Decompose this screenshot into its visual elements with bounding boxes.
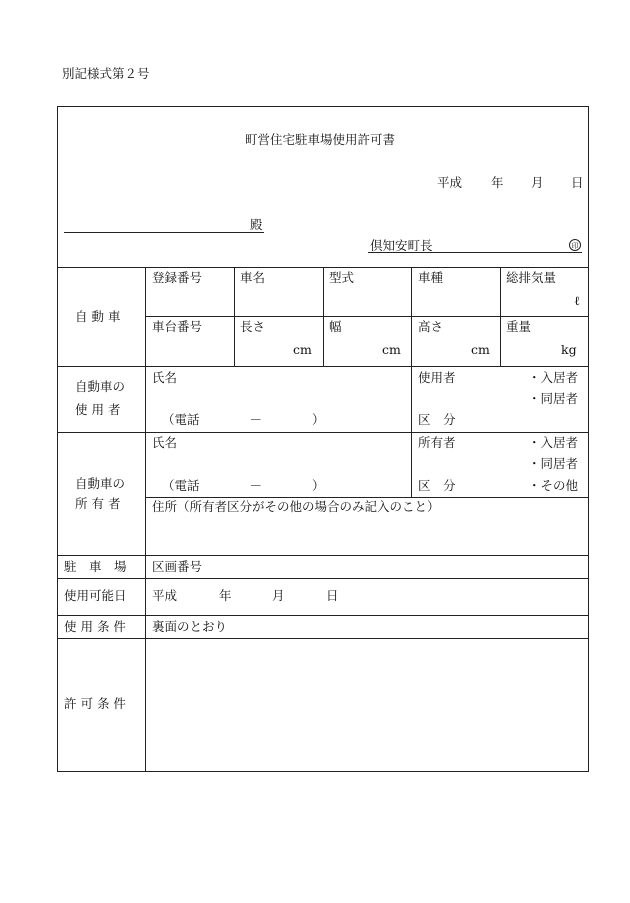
owner-option-cohabitant: ・同居者 (528, 456, 579, 471)
user-category-label1: 使用者 (418, 370, 456, 385)
weight-label: 重量 (506, 319, 532, 334)
permit-form-frame (57, 106, 589, 772)
owner-option-other: ・その他 (528, 478, 579, 493)
parking-section-number-label: 区画番号 (152, 559, 203, 574)
grid-line (411, 267, 412, 497)
height-label: 高さ (418, 319, 444, 334)
issuer: 倶知安町長 (370, 238, 433, 253)
user-section-label-line2: 使 用 者 (75, 402, 121, 417)
owner-phone: （電話 － ） (162, 478, 325, 493)
date-month: 月 (531, 175, 544, 190)
grid-line (145, 497, 589, 498)
user-name-label: 氏名 (152, 370, 178, 385)
grid-line (234, 267, 235, 366)
car-name-label: 車名 (240, 270, 266, 285)
start-date-day: 日 (326, 588, 339, 603)
height-unit: cm (471, 342, 490, 357)
start-date-era: 平成 (152, 588, 178, 603)
date-day: 日 (571, 175, 584, 190)
reg-number-label: 登録番号 (152, 270, 203, 285)
grid-line (145, 267, 146, 772)
width-label: 幅 (329, 319, 342, 334)
addressee-suffix: 殿 (250, 217, 263, 232)
date-era: 平成 (437, 175, 463, 190)
grid-line (323, 267, 324, 366)
grid-line (145, 316, 589, 317)
owner-category-label2: 区 分 (418, 478, 456, 493)
usage-conditions-label: 使 用 条 件 (64, 619, 126, 634)
grid-line (500, 267, 501, 366)
user-option-resident: ・入居者 (528, 370, 579, 385)
grid-line (57, 638, 589, 639)
vehicle-section-label: 自 動 車 (75, 309, 121, 324)
chassis-number-label: 車台番号 (152, 319, 203, 334)
user-section-label-line1: 自動車の (75, 379, 126, 394)
weight-unit: kg (561, 342, 577, 357)
form-title: 町営住宅駐車場使用許可書 (245, 132, 396, 147)
start-date-month: 月 (272, 588, 285, 603)
permit-conditions-label: 許 可 条 件 (64, 696, 126, 711)
addressee-line (64, 232, 264, 233)
owner-address-label: 住所（所有者区分がその他の場合のみ記入のこと） (152, 499, 440, 514)
owner-section-label-line2: 所 有 者 (75, 496, 121, 511)
owner-option-resident: ・入居者 (528, 435, 579, 450)
user-phone: （電話 － ） (162, 412, 325, 427)
date-year: 年 (491, 175, 504, 190)
usage-conditions-value: 裏面のとおり (152, 619, 228, 634)
start-date-label: 使用可能日 (64, 588, 127, 603)
owner-name-label: 氏名 (152, 435, 178, 450)
parking-label: 駐 車 場 (64, 559, 127, 574)
grid-line (57, 578, 589, 579)
displacement-label: 総排気量 (506, 270, 557, 285)
owner-section-label-line1: 自動車の (75, 476, 126, 491)
seal-mark: 印 (569, 239, 581, 251)
grid-line (57, 432, 589, 433)
grid-line (57, 615, 589, 616)
length-label: 長さ (240, 319, 266, 334)
displacement-unit: ℓ (574, 293, 580, 308)
model-label: 型式 (329, 270, 355, 285)
length-unit: cm (293, 342, 312, 357)
start-date-year: 年 (219, 588, 232, 603)
width-unit: cm (382, 342, 401, 357)
car-type-label: 車種 (418, 270, 444, 285)
grid-line (57, 555, 589, 556)
user-category-label2: 区 分 (418, 412, 456, 427)
form-number-label: 別記様式第２号 (62, 66, 150, 81)
user-option-cohabitant: ・同居者 (528, 391, 579, 406)
grid-line (57, 366, 589, 367)
owner-category-label1: 所有者 (418, 435, 456, 450)
